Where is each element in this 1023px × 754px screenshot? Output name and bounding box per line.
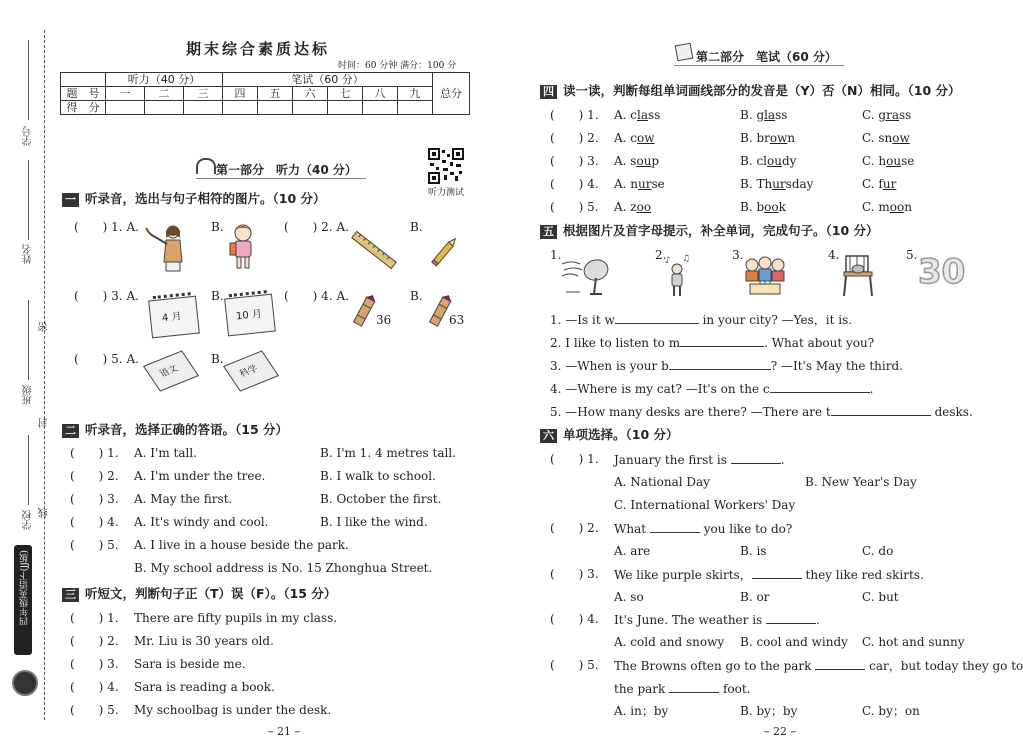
s4-q1-c[interactable]: C. grass xyxy=(862,108,912,122)
s5-q1[interactable]: 1. —Is it w in your city? —Yes，it is. xyxy=(550,313,853,327)
score-cell[interactable] xyxy=(328,101,363,115)
s2-q3-b[interactable]: B. October the first. xyxy=(320,492,442,506)
section-2-badge: 二 xyxy=(62,424,79,438)
s5-pic-4-num: 4. xyxy=(828,248,840,262)
s2-q4-a[interactable]: A. It's windy and cool. xyxy=(134,515,269,529)
score-col: 九 xyxy=(398,87,433,101)
part2-title: 第二部分 笔试（60 分） xyxy=(696,50,837,64)
s6-q4-b[interactable]: B. cool and windy xyxy=(740,635,848,649)
s5-q2[interactable]: 2. I like to listen to m . What about you? xyxy=(550,336,875,350)
headphone-icon xyxy=(196,158,216,174)
s5-q5-blank[interactable] xyxy=(831,404,931,416)
s6-q2[interactable]: ( ) 2. xyxy=(550,521,599,535)
score-listening-header: 听力（40 分） xyxy=(106,73,223,87)
s1-q3[interactable]: ( ) 3. A. xyxy=(74,289,139,303)
part2-underline xyxy=(674,65,844,66)
s3-q2[interactable]: ( ) 2. xyxy=(70,634,119,648)
page-number-left: – 21 – xyxy=(268,725,300,738)
spine-feng: 封 xyxy=(39,418,50,428)
s1-q4[interactable]: ( ) 4. A. xyxy=(284,289,349,303)
score-col: 四 xyxy=(223,87,258,101)
s6-q1-a[interactable]: A. National Day xyxy=(614,475,710,489)
s4-q3-b[interactable]: B. cloudy xyxy=(740,154,797,168)
calendar-april-label: 4 月 xyxy=(161,311,183,325)
score-col: 六 xyxy=(293,87,328,101)
s6-q1[interactable]: ( ) 1. xyxy=(550,452,599,466)
s3-q4[interactable]: ( ) 4. xyxy=(70,680,119,694)
s2-q1-b[interactable]: B. I'm 1. 4 metres tall. xyxy=(320,446,456,460)
s6-q2-stem: What you like to do? xyxy=(614,522,793,536)
s3-q4-text: Sara is reading a book. xyxy=(134,680,275,694)
name-line-2 xyxy=(28,160,29,240)
score-col: 八 xyxy=(363,87,398,101)
s6-q1-c[interactable]: C. International Workers' Day xyxy=(614,498,796,512)
s1-q3-b[interactable]: B. xyxy=(211,289,224,303)
s3-q3-text: Sara is beside me. xyxy=(134,657,246,671)
s2-q2-b[interactable]: B. I walk to school. xyxy=(320,469,436,483)
score-row-score-label: 得 分 xyxy=(61,101,106,115)
s6-q5-blank-2[interactable] xyxy=(669,681,719,693)
binding-dashed-line xyxy=(44,30,45,720)
s4-q5[interactable]: ( ) 5. xyxy=(550,200,599,214)
qr-label: 听力测试 xyxy=(428,188,465,198)
score-cell[interactable] xyxy=(145,101,184,115)
s6-q5-a[interactable]: A. in；by xyxy=(614,704,669,718)
calendar-rings xyxy=(229,290,268,303)
s1-q2[interactable]: ( ) 2. A. xyxy=(284,220,349,234)
s6-q3-stem: We like purple skirts， they like red skirts. xyxy=(614,568,924,582)
section-5-title xyxy=(540,224,879,239)
spine-xingming: 姓名 xyxy=(23,244,34,264)
s6-q1-stem: January the first is . xyxy=(614,453,785,467)
s4-q3-c[interactable]: C. house xyxy=(862,154,915,168)
score-cell[interactable] xyxy=(293,101,328,115)
score-cell[interactable] xyxy=(106,101,145,115)
name-line-4 xyxy=(28,435,29,505)
s2-q4[interactable]: ( ) 4. xyxy=(70,515,119,529)
s6-q3[interactable]: ( ) 3. xyxy=(550,567,599,581)
mascot-icon xyxy=(12,670,38,696)
section-6-text: 单项选择。（10 分） xyxy=(563,427,679,442)
s6-q2-c[interactable]: C. do xyxy=(862,544,894,558)
calendar-october-label: 10 月 xyxy=(235,308,263,323)
s6-q2-a[interactable]: A. are xyxy=(614,544,651,558)
teacher-pointing-image[interactable] xyxy=(146,222,192,272)
name-line-3 xyxy=(28,300,29,380)
crayon-36-image[interactable] xyxy=(354,294,376,328)
s6-q2-blank[interactable] xyxy=(650,521,700,533)
s6-q3-b[interactable]: B. or xyxy=(740,590,770,604)
section-6-badge: 六 xyxy=(540,429,557,443)
s4-q1-b[interactable]: B. glass xyxy=(740,108,788,122)
s6-q5-blank-1[interactable] xyxy=(815,658,865,670)
s6-q5-b[interactable]: B. by；by xyxy=(740,704,798,718)
calendar-rings xyxy=(153,292,192,305)
score-table xyxy=(60,72,470,115)
s5-q3[interactable]: 3. —When is your b ? —It's May the third. xyxy=(550,359,903,373)
spine-banji: 班级 xyxy=(23,385,34,405)
s3-q1[interactable]: ( ) 1. xyxy=(70,611,119,625)
cat-on-chair-image[interactable] xyxy=(838,254,878,298)
s4-q4-c[interactable]: C. fur xyxy=(862,177,897,191)
s5-q2-blank[interactable] xyxy=(680,335,764,347)
svg-text:♫: ♫ xyxy=(682,254,691,264)
s4-q2-c[interactable]: C. snow xyxy=(862,131,910,145)
score-writing-header: 笔试（60 分） xyxy=(223,73,433,87)
s2-q3[interactable]: ( ) 3. xyxy=(70,492,119,506)
score-total: 总分 xyxy=(433,73,470,115)
s5-q5[interactable]: 5. —How many desks are there? —There are t desks. xyxy=(550,405,973,419)
section-3-title xyxy=(62,587,336,602)
calendar-april-image[interactable] xyxy=(148,296,200,339)
s6-q2-b[interactable]: B. is xyxy=(740,544,767,558)
part1-underline xyxy=(196,178,366,179)
s2-q1-a[interactable]: A. I'm tall. xyxy=(134,446,197,460)
spine-book-title: 四年级英语下(JJ版) xyxy=(20,550,30,626)
s6-q1-b[interactable]: B. New Year's Day xyxy=(805,475,917,489)
spine-xian: 线 xyxy=(39,508,50,518)
score-cell[interactable] xyxy=(398,101,433,115)
s5-q4[interactable]: 4. —Where is my cat? —It's on the c . xyxy=(550,382,874,396)
big-number-30: 30 xyxy=(918,252,966,292)
score-cell[interactable] xyxy=(184,101,223,115)
s2-q4-b[interactable]: B. I like the wind. xyxy=(320,515,428,529)
score-row-number-label: 题 号 xyxy=(61,87,106,101)
s6-q5-c[interactable]: C. by；on xyxy=(862,704,920,718)
section-4-text: 读一读，判断每组单词画线部分的发音是（Y）否（N）相同。（10 分） xyxy=(563,83,961,98)
score-cell[interactable] xyxy=(363,101,398,115)
s4-q3[interactable]: ( ) 3. xyxy=(550,154,599,168)
s2-q5-b[interactable]: B. My school address is No. 15 Zhonghua Street. xyxy=(134,561,433,575)
s1-q5-b[interactable]: B. xyxy=(211,352,224,366)
s6-q4-a[interactable]: A. cold and snowy xyxy=(614,635,725,649)
section-2-text: 听录音，选择正确的答语。（15 分） xyxy=(85,422,288,437)
score-cell[interactable] xyxy=(258,101,293,115)
s3-q5-text: My schoolbag is under the desk. xyxy=(134,703,332,717)
book-science-label: 科学 xyxy=(237,364,261,380)
s4-q2[interactable]: ( ) 2. xyxy=(550,131,599,145)
score-cell[interactable] xyxy=(223,101,258,115)
s1-q5[interactable]: ( ) 5. A. xyxy=(74,352,139,366)
s4-q4[interactable]: ( ) 4. xyxy=(550,177,599,191)
s4-q3-a[interactable]: A. soup xyxy=(614,154,660,168)
section-1-title xyxy=(62,192,326,207)
s6-q4[interactable]: ( ) 4. xyxy=(550,612,599,626)
s6-q5[interactable]: ( ) 5. xyxy=(550,658,599,672)
section-5-badge: 五 xyxy=(540,225,557,239)
crayon-63-label: 63 xyxy=(449,313,465,327)
s6-q5-stem-2: the park foot. xyxy=(614,682,751,696)
s4-q2-b[interactable]: B. brown xyxy=(740,131,796,145)
section-2-title xyxy=(62,423,288,438)
s4-q4-b[interactable]: B. Thursday xyxy=(740,177,814,191)
s2-q2-a[interactable]: A. I'm under the tree. xyxy=(134,469,266,483)
spine-xuexiao: 学校 xyxy=(23,510,34,530)
s3-q2-text: Mr. Liu is 30 years old. xyxy=(134,634,274,648)
s5-pic-1-num: 1. xyxy=(550,248,562,262)
s3-q3[interactable]: ( ) 3. xyxy=(70,657,119,671)
s1-q2-b[interactable]: B. xyxy=(410,220,423,234)
s5-pic-5-num: 5. xyxy=(906,248,918,262)
s2-q5-a[interactable]: A. I live in a house beside the park. xyxy=(134,538,349,552)
section-4-title xyxy=(540,84,961,99)
s4-q5-c[interactable]: C. moon xyxy=(862,200,912,214)
s5-pic-2-num: 2. xyxy=(655,248,667,262)
qr-code-icon[interactable] xyxy=(428,148,464,184)
s6-q1-blank[interactable] xyxy=(731,452,781,464)
s5-q3-blank[interactable] xyxy=(669,358,771,370)
s1-q1[interactable]: ( ) 1. A. xyxy=(74,220,139,234)
score-col: 一 xyxy=(106,87,145,101)
s6-q4-stem: It's June. The weather is . xyxy=(614,613,820,627)
s6-q3-a[interactable]: A. so xyxy=(614,590,644,604)
s5-q4-blank[interactable] xyxy=(770,381,870,393)
score-col: 二 xyxy=(145,87,184,101)
girl-with-bag-image[interactable] xyxy=(226,222,260,270)
book-science-image[interactable] xyxy=(223,350,279,391)
time-info: 时间：60 分钟 满分：100 分 xyxy=(338,61,457,71)
name-line-1 xyxy=(28,40,29,120)
s4-q5-b[interactable]: B. book xyxy=(740,200,786,214)
pencil-image[interactable] xyxy=(428,234,462,268)
birthday-party-image[interactable] xyxy=(742,254,788,298)
page-title: 期末综合素质达标 xyxy=(186,40,331,58)
s4-q2-a[interactable]: A. cow xyxy=(614,131,655,145)
score-col: 三 xyxy=(184,87,223,101)
page-number-right: – 22 – xyxy=(764,725,796,738)
s6-q5-stem: The Browns often go to the park car，but today they go to xyxy=(614,659,1023,673)
crayon-36-label: 36 xyxy=(376,313,392,327)
ruler-image[interactable] xyxy=(352,228,396,272)
book-chinese-label: 语文 xyxy=(157,364,181,380)
pen-notebook-icon xyxy=(675,43,694,62)
part1-title: 第一部分 听力（40 分） xyxy=(216,163,357,177)
spine-xuehao: 学号 xyxy=(23,126,34,146)
section-6-title xyxy=(540,428,679,443)
s4-q4-a[interactable]: A. nurse xyxy=(614,177,665,191)
spine-mi: 密 xyxy=(39,322,50,332)
s1-q1-b[interactable]: B. xyxy=(211,220,224,234)
girl-music-image[interactable] xyxy=(664,254,690,298)
score-col: 五 xyxy=(258,87,293,101)
section-5-text: 根据图片及首字母提示，补全单词，完成句子。（10 分） xyxy=(563,223,879,238)
section-4-badge: 四 xyxy=(540,85,557,99)
s1-q4-b[interactable]: B. xyxy=(410,289,423,303)
section-1-text: 听录音，选出与句子相符的图片。（10 分） xyxy=(85,191,326,206)
s3-q1-text: There are fifty pupils in my class. xyxy=(134,611,338,625)
section-1-badge: 一 xyxy=(62,193,79,207)
s5-pic-3-num: 3. xyxy=(732,248,744,262)
s6-q4-blank[interactable] xyxy=(766,612,816,624)
s6-q4-c[interactable]: C. hot and sunny xyxy=(862,635,965,649)
s2-q1[interactable]: ( ) 1. xyxy=(70,446,119,460)
s5-q1-blank[interactable] xyxy=(615,312,699,324)
windy-tree-image[interactable] xyxy=(560,254,610,298)
s4-q5-a[interactable]: A. zoo xyxy=(614,200,652,214)
s4-q1-a[interactable]: A. class xyxy=(614,108,661,122)
s2-q2[interactable]: ( ) 2. xyxy=(70,469,119,483)
s6-q3-c[interactable]: C. but xyxy=(862,590,899,604)
s4-q1[interactable]: ( ) 1. xyxy=(550,108,599,122)
s6-q3-blank[interactable] xyxy=(752,567,802,579)
section-3-badge: 三 xyxy=(62,588,79,602)
score-col: 七 xyxy=(328,87,363,101)
book-chinese-image[interactable] xyxy=(143,350,199,391)
s2-q3-a[interactable]: A. May the first. xyxy=(134,492,233,506)
section-3-text: 听短文，判断句子正（T）误（F）。（15 分） xyxy=(85,586,337,601)
s2-q5[interactable]: ( ) 5. xyxy=(70,538,119,552)
s3-q5[interactable]: ( ) 5. xyxy=(70,703,119,717)
calendar-october-image[interactable] xyxy=(224,294,276,337)
svg-text:♪: ♪ xyxy=(665,256,671,266)
